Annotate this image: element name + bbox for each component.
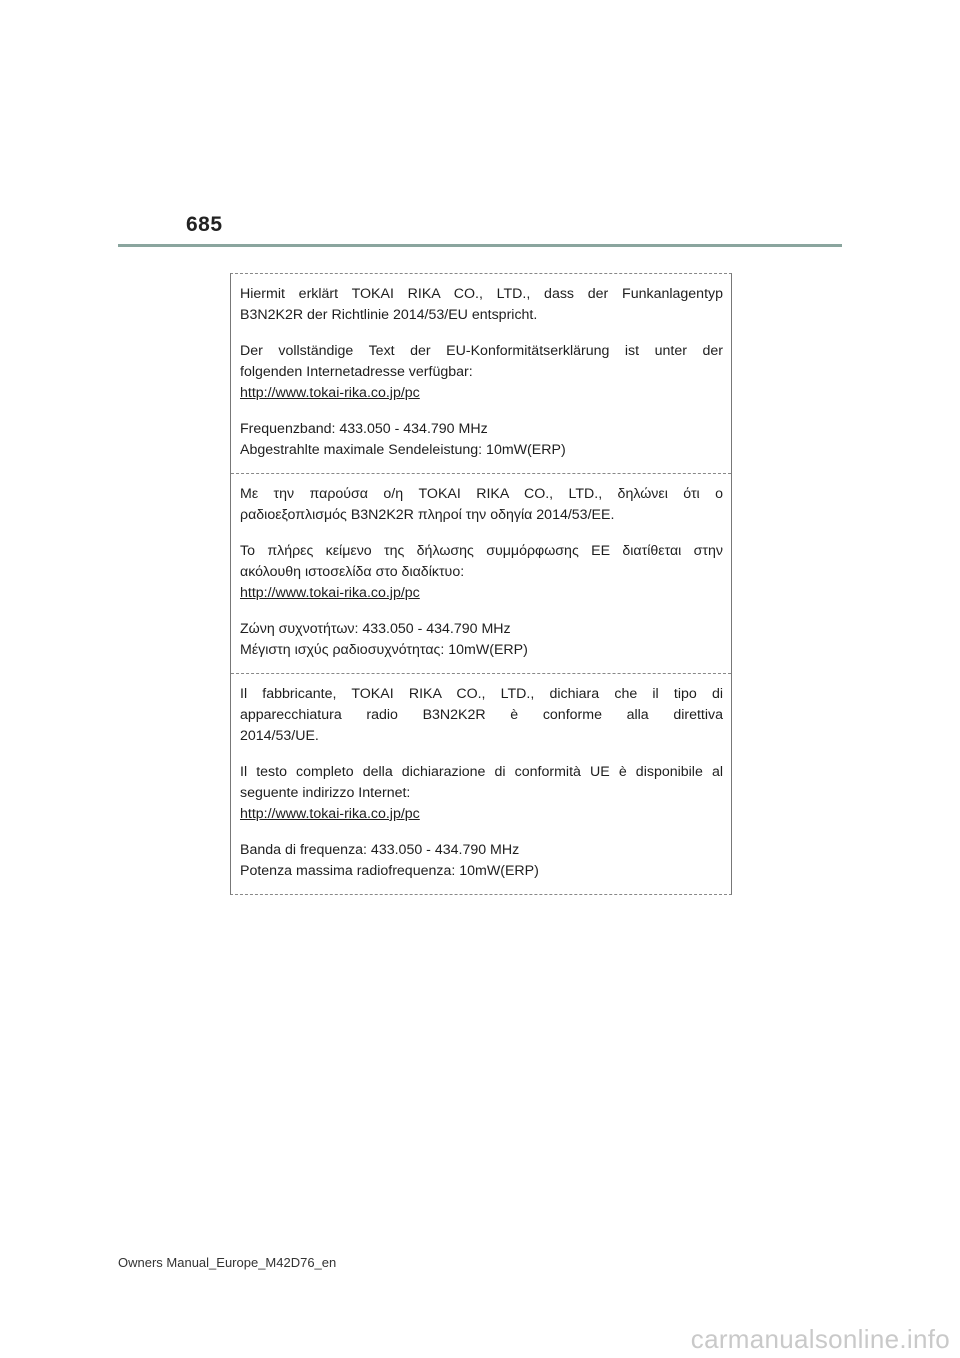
frequency-paragraph [240,619,723,661]
frequency-band: Ζώνη συχνοτήτων: 433.050 - 434.790 MHz [240,621,511,637]
text-line: Il fabbricante, TOKAI RIKA CO., LTD., dichiara che il tipo di [240,686,723,702]
frequency-band: Frequenzband: 433.050 - 434.790 MHz [240,421,488,437]
header-rule [118,244,842,247]
declaration-link[interactable]: http://www.tokai-rika.co.jp/pc [240,585,420,601]
text-line: Το πλήρες κείμενο της δήλωσης συμμόρφωσης ΕΕ διατίθεται στην [240,543,723,559]
declaration-paragraph [240,484,723,526]
frequency-paragraph [240,419,723,461]
max-power: Μέγιστη ισχύς ραδιοσυχνότητας: 10mW(ERP) [240,642,528,658]
frequency-paragraph [240,840,723,882]
declaration-box [230,273,732,895]
declaration-link[interactable]: http://www.tokai-rika.co.jp/pc [240,385,420,401]
text-line: ακόλουθη ιστοσελίδα στο διαδίκτυο: [240,564,465,580]
declaration-paragraph [240,684,723,747]
text-line: apparecchiatura radio B3N2K2R è conforme alla direttiva [240,707,723,723]
section-greek [231,473,731,673]
text-line: B3N2K2R der Richtlinie 2014/53/EU entspricht. [240,307,538,323]
text-line: Il testo completo della dichiarazione di conformità UE è disponibile al [240,764,723,780]
text-line: folgenden Internetadresse verfügbar: [240,364,473,380]
text-line: Hiermit erklärt TOKAI RIKA CO., LTD., dass der Funkanlagentyp [240,286,723,302]
text-line: Με την παρούσα ο/η TOKAI RIKA CO., LTD., δηλώνει ότι ο [240,486,723,502]
section-german [231,274,731,473]
footer-manual-id: Owners Manual_Europe_M42D76_en [118,1255,337,1270]
availability-paragraph [240,541,723,604]
availability-paragraph [240,341,723,404]
section-italian [231,673,731,894]
availability-paragraph [240,762,723,825]
watermark: carmanualsonline.info [690,1324,950,1354]
page-number: 685 [186,213,223,236]
declaration-link[interactable]: http://www.tokai-rika.co.jp/pc [240,806,420,822]
text-line: ραδιοεξοπλισμός B3N2K2R πληροί την οδηγία 2014/53/ΕΕ. [240,507,615,523]
declaration-paragraph [240,284,723,326]
text-line: 2014/53/UE. [240,728,319,744]
max-power: Potenza massima radiofrequenza: 10mW(ERP) [240,863,539,879]
text-line: Der vollständige Text der EU-Konformitätserklärung ist unter der [240,343,723,359]
text-line: seguente indirizzo Internet: [240,785,411,801]
max-power: Abgestrahlte maximale Sendeleistung: 10mW(ERP) [240,442,566,458]
frequency-band: Banda di frequenza: 433.050 - 434.790 MHz [240,842,520,858]
